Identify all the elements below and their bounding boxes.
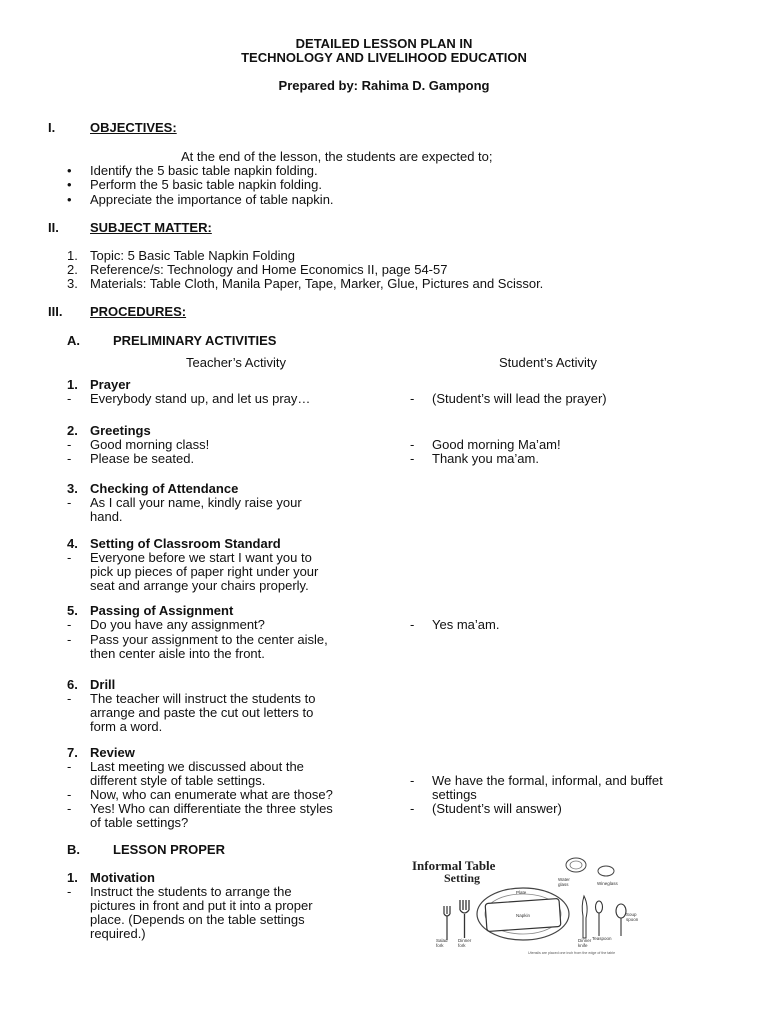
dash-marker: - (410, 437, 415, 452)
soup-spoon-icon (616, 904, 626, 936)
teacher-line: Now, who can enumerate what are those? (90, 787, 333, 802)
activity-title-motivation: Motivation (90, 870, 155, 885)
dash-marker: - (67, 759, 72, 774)
salad-fork-icon (444, 906, 450, 940)
label-salad-fork: fork (436, 943, 444, 948)
dash-marker: - (410, 391, 415, 406)
list-number: 3. (67, 276, 78, 291)
subject-matter-heading: SUBJECT MATTER: (90, 220, 212, 235)
bullet-icon: • (67, 163, 72, 178)
label-dinner-knife: Dinner (578, 938, 592, 943)
activity-title-attendance: Checking of Attendance (90, 481, 239, 496)
activity-number: 7. (67, 745, 78, 760)
teacher-activity-column-header: Teacher’s Activity (186, 355, 286, 370)
activity-number: 5. (67, 603, 78, 618)
teacher-line: The teacher will instruct the students to (90, 691, 316, 706)
dash-marker: - (410, 801, 415, 816)
dash-marker: - (67, 550, 72, 565)
activity-number: 1. (67, 377, 78, 392)
label-water: Water (558, 877, 570, 882)
dash-marker: - (67, 801, 72, 816)
dash-marker: - (410, 451, 415, 466)
label-soup: Soup (626, 912, 637, 917)
activity-title-drill: Drill (90, 677, 116, 692)
activity-title-prayer: Prayer (90, 377, 131, 392)
objective-item: Perform the 5 basic table napkin folding. (90, 177, 322, 192)
document-title-line2: TECHNOLOGY AND LIVELIHOOD EDUCATION (241, 50, 527, 65)
label-teaspoon: Teaspoon (592, 936, 612, 941)
list-number: 2. (67, 262, 78, 277)
label-soup-spoon: spoon (626, 917, 639, 922)
objective-item: Appreciate the importance of table napkin. (90, 192, 334, 207)
dash-marker: - (67, 451, 72, 466)
activity-title-assignment: Passing of Assignment (90, 603, 234, 618)
teacher-line: form a word. (90, 719, 163, 734)
student-activity-column-header: Student’s Activity (499, 355, 598, 370)
teacher-line: As I call your name, kindly raise your (90, 495, 302, 510)
teacher-line: Yes! Who can differentiate the three styles (90, 801, 333, 816)
illustration-title-line2: Setting (444, 871, 480, 885)
label-wineglass: Wineglass (597, 881, 618, 886)
illustration-title-line1: Informal Table (412, 858, 496, 873)
preliminary-activities-heading: PRELIMINARY ACTIVITIES (113, 333, 277, 348)
subsection-letter-b: B. (67, 842, 80, 857)
teacher-line: required.) (90, 926, 146, 941)
objectives-heading: OBJECTIVES: (90, 120, 177, 135)
activity-number: 1. (67, 870, 78, 885)
teacher-line: arrange and paste the cut out letters to (90, 705, 314, 720)
label-dinner-fork: Dinner (458, 938, 472, 943)
label-water-glass: glass (558, 882, 569, 887)
dash-marker: - (67, 691, 72, 706)
subject-reference: Reference/s: Technology and Home Economics II, page 54-57 (90, 262, 448, 277)
activity-title-review: Review (90, 745, 135, 760)
informal-table-setting-illustration (408, 856, 680, 956)
student-line: Good morning Ma’am! (432, 437, 561, 452)
label-salad: Salad (436, 938, 448, 943)
teacher-line: seat and arrange your chairs properly. (90, 578, 309, 593)
procedures-heading: PROCEDURES: (90, 304, 187, 319)
subject-materials: Materials: Table Cloth, Manila Paper, Tape, Marker, Glue, Pictures and Scissor. (90, 276, 544, 291)
teacher-line: place. (Depends on the table settings (90, 912, 305, 927)
wineglass-icon (598, 866, 614, 876)
activity-title-greetings: Greetings (90, 423, 151, 438)
dinner-knife-icon (582, 896, 587, 938)
teacher-line: pick up pieces of paper right under your (90, 564, 319, 579)
teacher-line: of table settings? (90, 815, 189, 830)
teacher-line: Please be seated. (90, 451, 195, 466)
dash-marker: - (67, 391, 72, 406)
list-number: 1. (67, 248, 78, 263)
subject-topic: Topic: 5 Basic Table Napkin Folding (90, 248, 295, 263)
objective-item: Identify the 5 basic table napkin folding. (90, 163, 318, 178)
teacher-line: hand. (90, 509, 123, 524)
dash-marker: - (67, 787, 72, 802)
teacher-line: Good morning class! (90, 437, 210, 452)
label-napkin: Napkin (516, 913, 531, 918)
activity-title-classroom-standard: Setting of Classroom Standard (90, 536, 281, 551)
prepared-by: Prepared by: Rahima D. Gampong (278, 78, 490, 93)
subsection-letter-a: A. (67, 333, 80, 348)
section-number-procedures: III. (48, 304, 63, 319)
dash-marker: - (67, 495, 72, 510)
teacher-line: Last meeting we discussed about the (90, 759, 304, 774)
student-line: settings (432, 787, 477, 802)
activity-number: 2. (67, 423, 78, 438)
student-line: We have the formal, informal, and buffet (432, 773, 663, 788)
label-plate: Plate (516, 890, 527, 895)
teacher-line: Instruct the students to arrange the (90, 884, 292, 899)
student-line: Thank you ma’am. (432, 451, 539, 466)
objectives-intro: At the end of the lesson, the students are expected to; (181, 149, 493, 164)
teaspoon-icon (596, 901, 603, 936)
teacher-line: Pass your assignment to the center aisle, (90, 632, 328, 647)
student-line: (Student’s will answer) (432, 801, 562, 816)
teacher-line: Do you have any assignment? (90, 617, 265, 632)
section-number-objectives: I. (48, 120, 56, 135)
dash-marker: - (67, 884, 72, 899)
dash-marker: - (410, 773, 415, 788)
activity-number: 3. (67, 481, 78, 496)
label-dinner-knife-2: knife (578, 943, 588, 948)
dinner-fork-icon (460, 900, 469, 938)
dash-marker: - (67, 617, 72, 632)
label-dinner-fork-2: fork (458, 943, 466, 948)
teacher-line: Everybody stand up, and let us pray… (90, 391, 311, 406)
activity-number: 4. (67, 536, 78, 551)
teacher-line: different style of table settings. (90, 773, 266, 788)
illustration-caption: Utensils are placed one inch from the edge of the table (528, 951, 616, 955)
dash-marker: - (67, 632, 72, 647)
document-title-line1: DETAILED LESSON PLAN IN (295, 36, 473, 51)
student-line: Yes ma’am. (432, 617, 500, 632)
lesson-proper-heading: LESSON PROPER (113, 842, 225, 857)
activity-number: 6. (67, 677, 78, 692)
teacher-line: Everyone before we start I want you to (90, 550, 312, 565)
water-glass-icon (566, 858, 586, 872)
section-number-subject-matter: II. (48, 220, 59, 235)
dash-marker: - (410, 617, 415, 632)
dash-marker: - (67, 437, 72, 452)
bullet-icon: • (67, 192, 72, 207)
teacher-line: then center aisle into the front. (90, 646, 265, 661)
student-line: (Student’s will lead the prayer) (432, 391, 607, 406)
bullet-icon: • (67, 177, 72, 192)
teacher-line: pictures in front and put it into a proper (90, 898, 313, 913)
